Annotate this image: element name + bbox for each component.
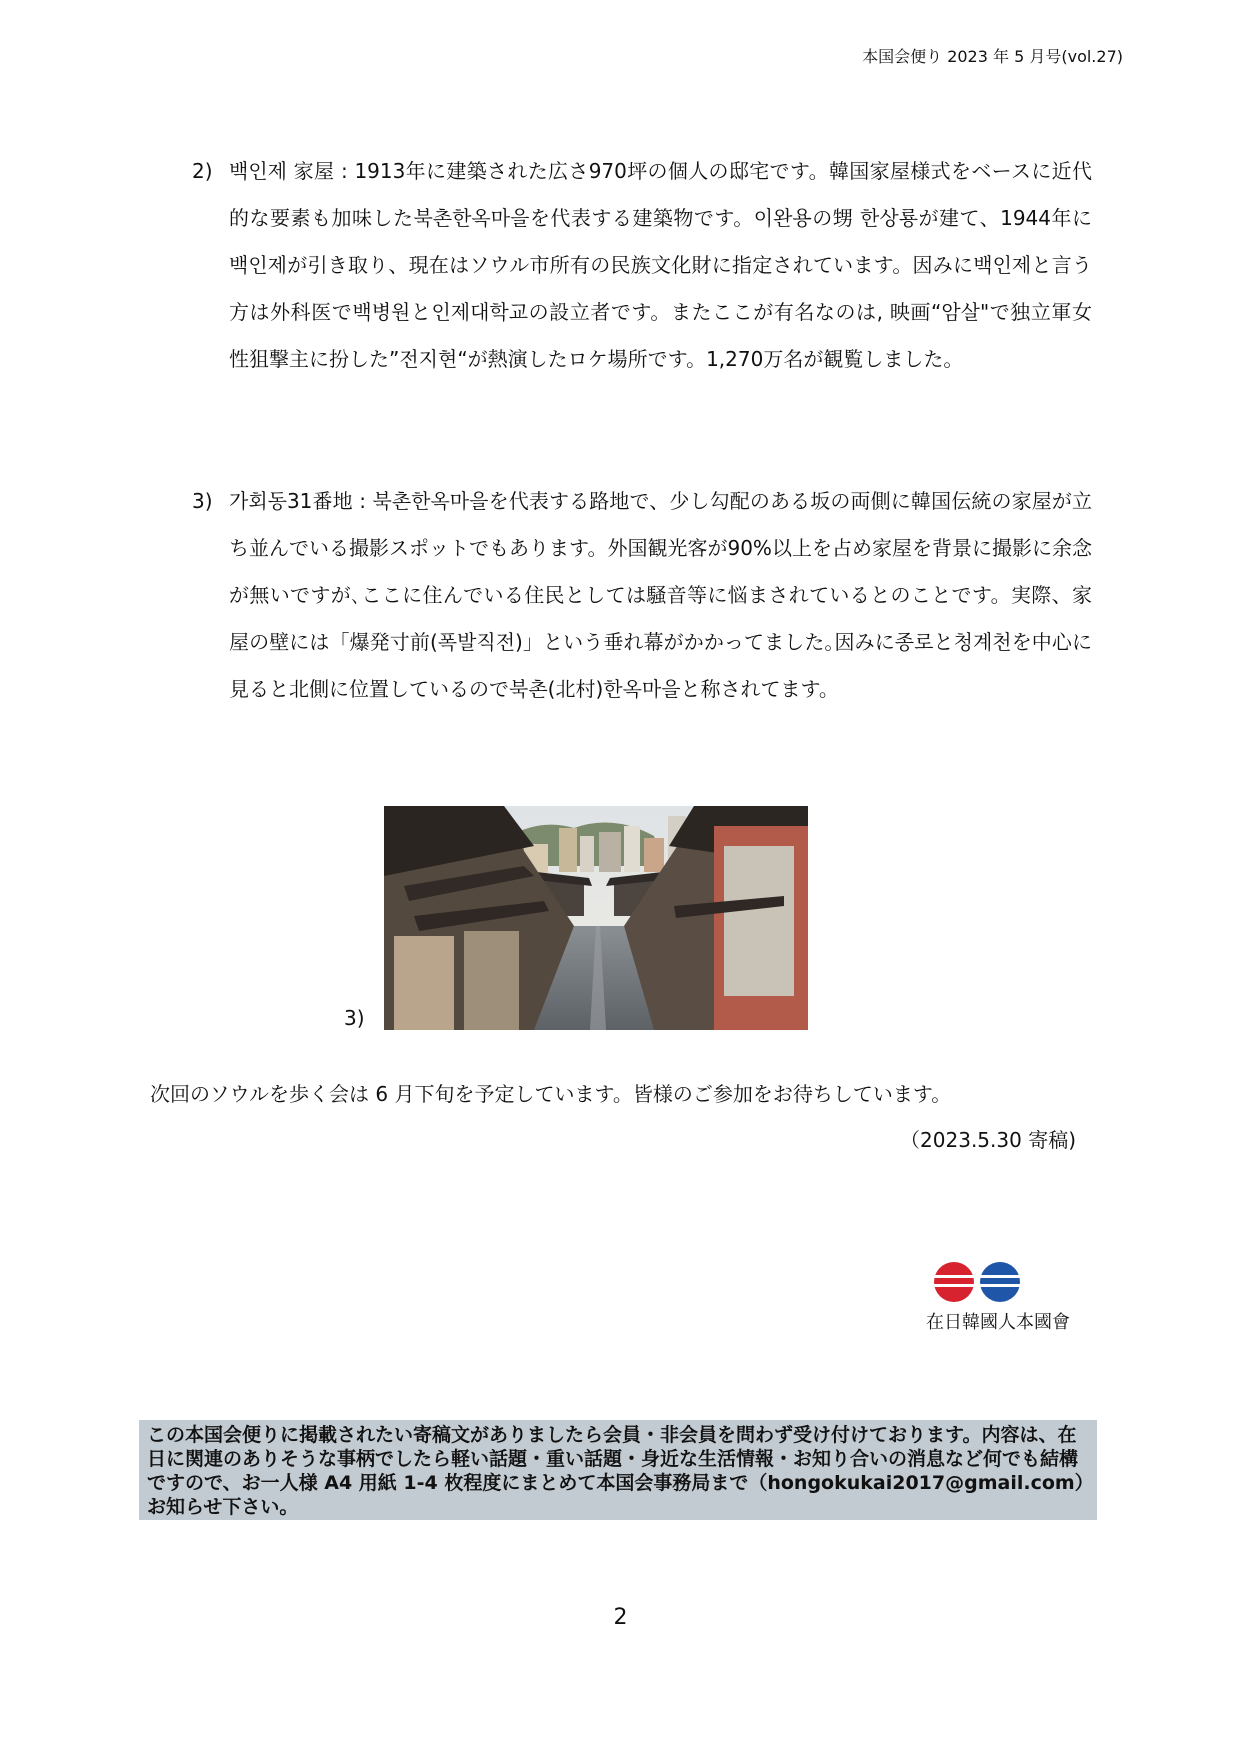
logo-emblem-icon [920,1258,1090,1306]
hanok-alley-illustration [384,806,808,1030]
organization-name: 在日韓國人本國會 [926,1312,1070,1333]
list-item-2 [192,148,1092,383]
item-text: 백인제 家屋 : 1913年に建築された広さ970坪の個人の邸宅です。韓国家屋様式をベースに近代的な要素も加味した북촌한옥마을を代表する建築物です。이완용の甥 한상룡が建て、1944年に백인제が引き取り、現在はソウル市所有の民族文化財に指定されています。因みに백인제と言う方は外科医で백병원と인제대학교の設立者です。またここが有名なのは, 映画“암살"で独立軍女性狙撃主に扮した”전지현“が熱演したロケ場所です。1,270万名が観覧しました。 [229,159,1092,371]
item-text: 가회동31番地 : 북촌한옥마을を代表する路地で、少し勾配のある坂の両側に韓国伝統の家屋が立ち並んでいる撮影スポットでもあります。外国観光客が90%以上を占め家屋を背景に撮影に余念が無いですが､ここに住んでいる住民としては騒音等に悩まされているとのことです。実際、家屋の壁には「爆発寸前(폭발직전)」という垂れ幕がかかってました｡因みに종로と청계천を中心に見ると北側に位置しているので북촌(北村)한옥마을と称されてます。 [229,489,1092,701]
submission-date: （2023.5.30 寄稿) [900,1128,1076,1152]
item-number: 3) [192,489,213,513]
submission-notice: この本国会便りに掲載されたい寄稿文がありましたら会員・非会員を問わず受け付けております。内容は、在日に関連のありそうな事柄でしたら軽い話題・重い話題・身近な生活情報・お知り合いの消息など何でも結構ですので、お一人様 A4 用紙 1-4 枚程度にまとめて本国会事務局まで（hongokukai2017@gmail.com）お知らせ下さい。 [139,1420,1097,1520]
hanok-alley-photo [384,806,808,1030]
item-number: 2) [192,159,213,183]
closing-text: 次回のソウルを歩く会は 6 月下旬を予定しています。皆様のご参加をお待ちしています。 [150,1082,952,1106]
newsletter-header: 本国会便り 2023 年 5 月号(vol.27) [862,47,1123,66]
photo-caption: 3) [344,1006,365,1030]
page-number: 2 [613,1605,628,1630]
list-item-3 [192,478,1092,713]
